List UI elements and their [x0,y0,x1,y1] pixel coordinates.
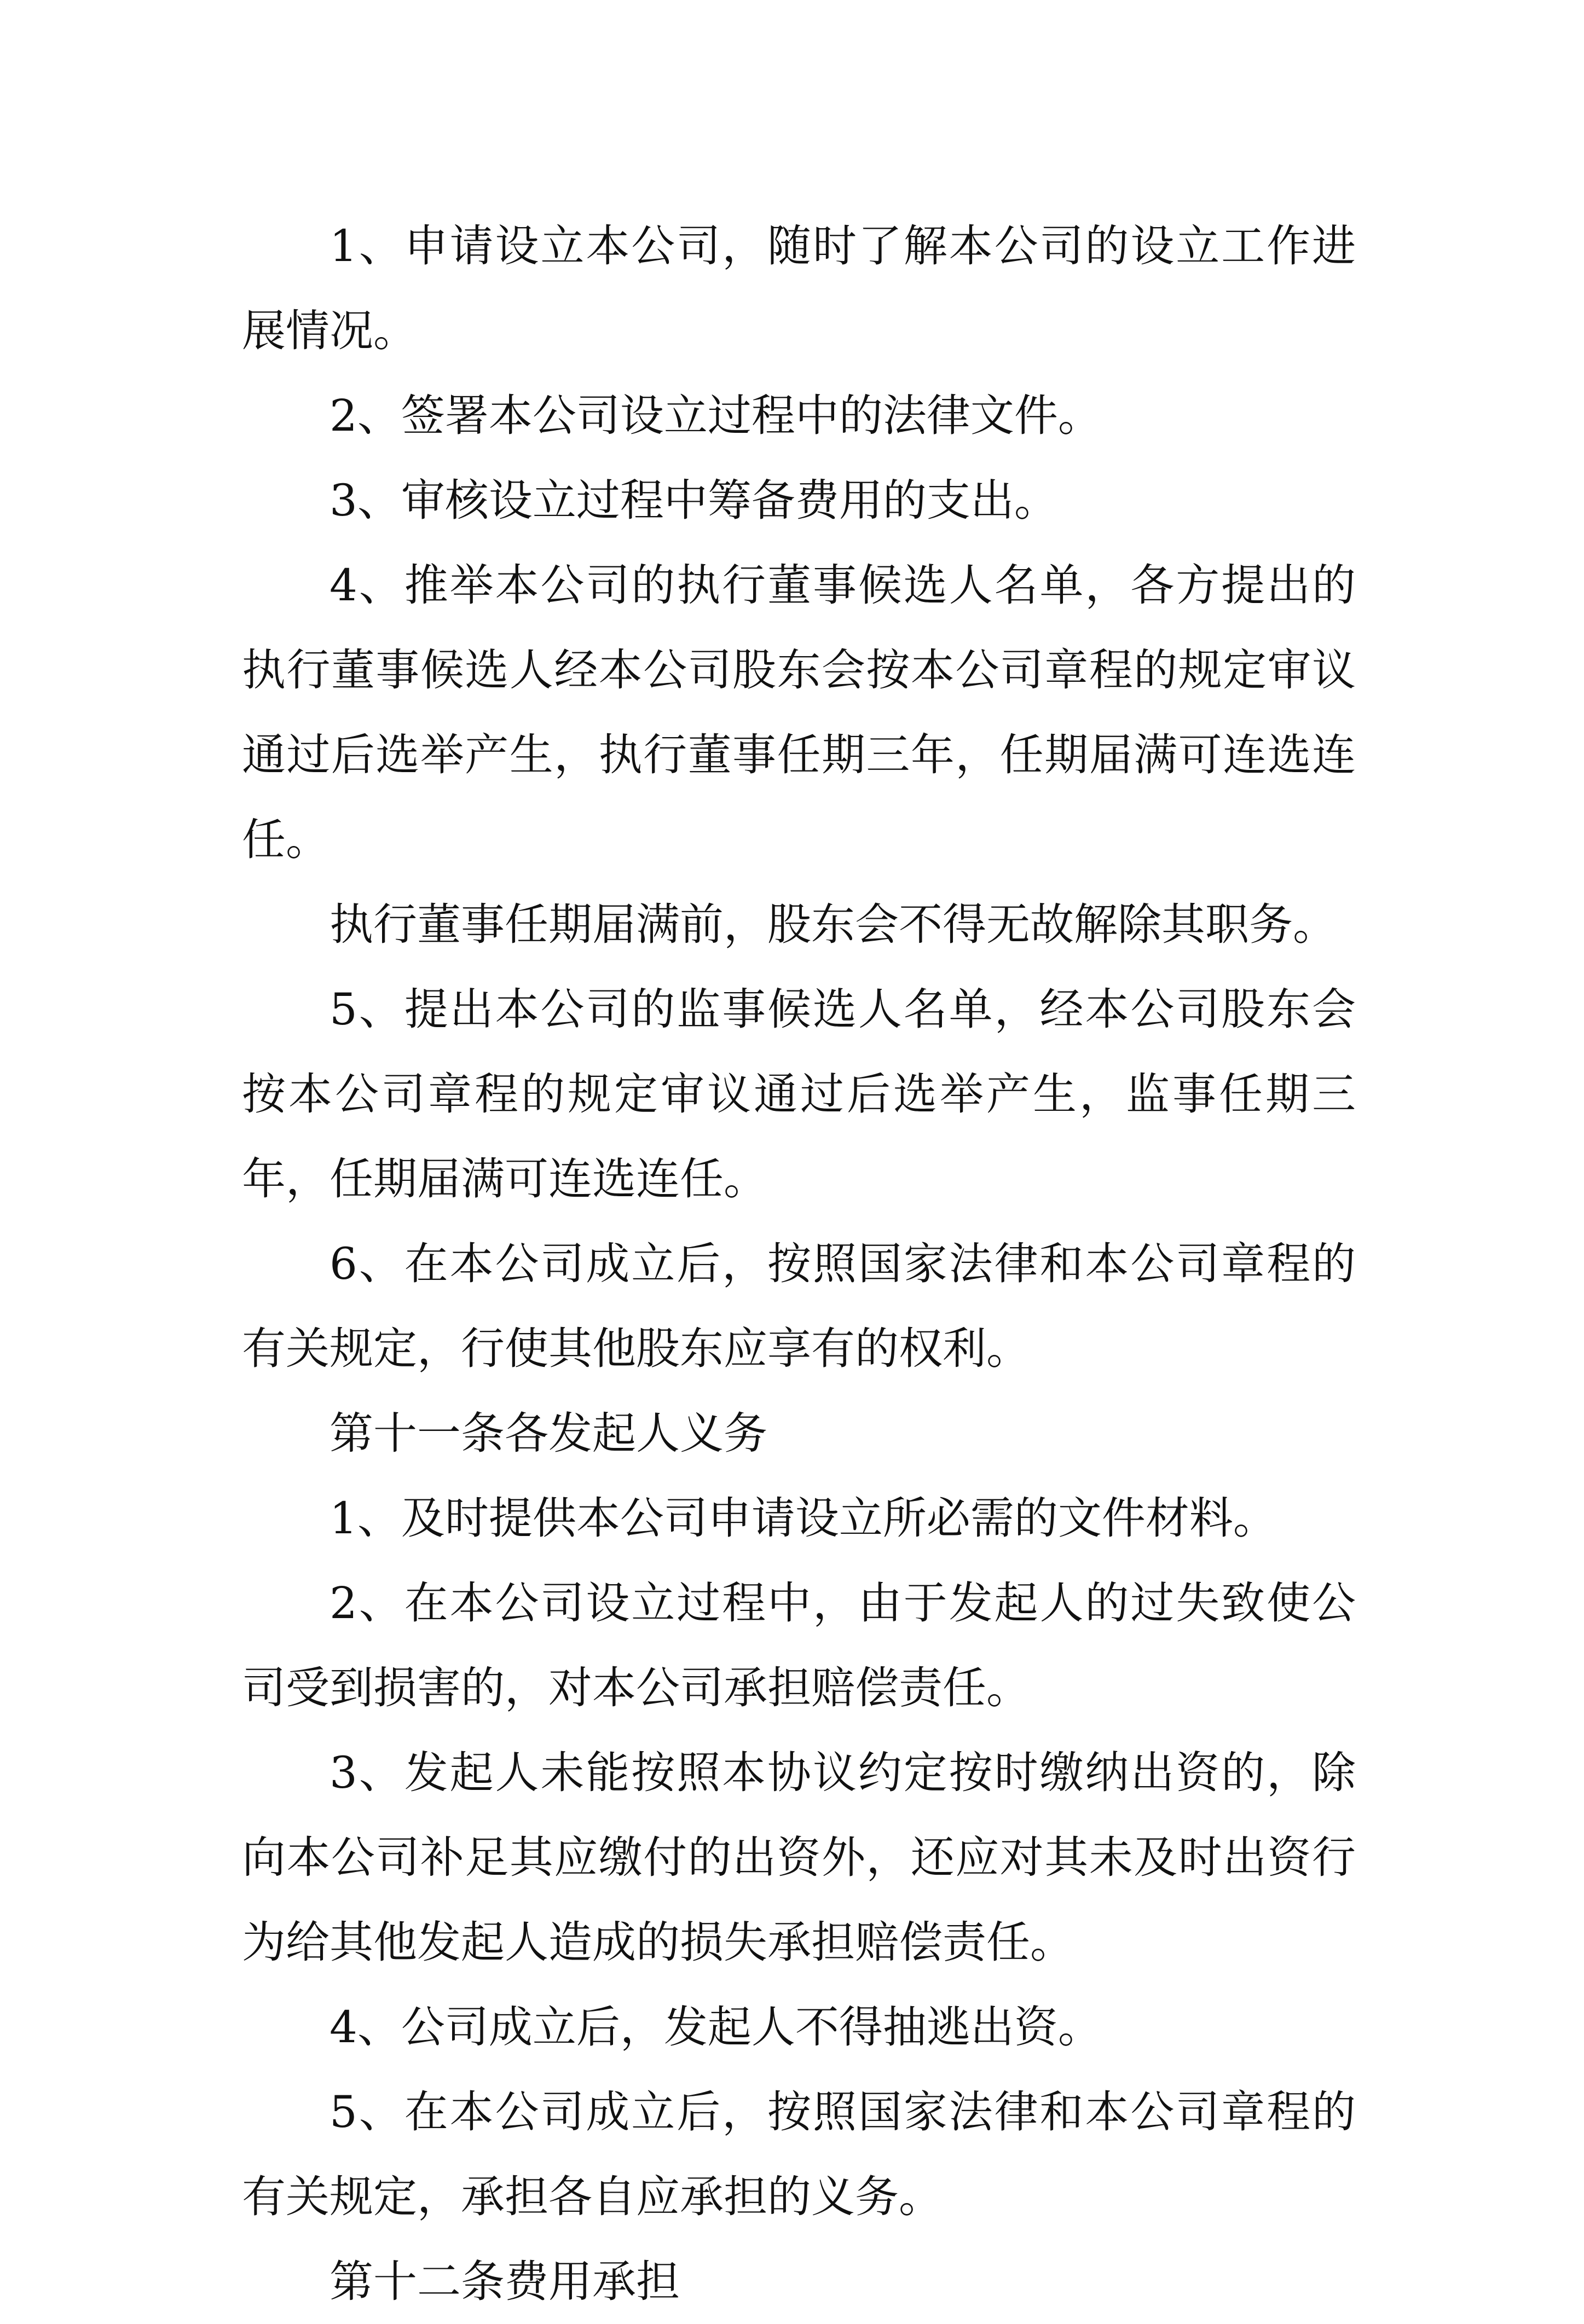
paragraph-founder-right-3: 3、审核设立过程中筹备费用的支出。 [329,475,1058,526]
paragraph-founder-right-2: 2、签署本公司设立过程中的法律文件。 [329,390,1102,441]
paragraph-founder-duty-2: 2、在本公司设立过程中，由于发起人的过失致使公司受到损害的，对本公司承担赔偿责任。 [242,1578,1356,1713]
document-body [242,204,1356,2324]
paragraph-founder-duty-1: 1、及时提供本公司申请设立所必需的文件材料。 [329,1493,1277,1544]
paragraph-director-term-note: 执行董事任期届满前，股东会不得无故解除其职务。 [329,899,1337,950]
paragraph-founder-duty-4: 4、公司成立后，发起人不得抽逃出资。 [329,2002,1102,2053]
paragraph-founder-right-5: 5、提出本公司的监事候选人名单，经本公司股东会按本公司章程的规定审议通过后选举产生，监事任期三年，任期届满可连选连任。 [242,984,1356,1204]
paragraph-founder-right-6: 6、在本公司成立后，按照国家法律和本公司章程的有关规定，行使其他股东应享有的权利。 [242,1238,1356,1374]
paragraph-founder-right-1: 1、申请设立本公司，随时了解本公司的设立工作进展情况。 [242,221,1356,356]
paragraph-founder-right-4: 4、推举本公司的执行董事候选人名单，各方提出的执行董事候选人经本公司股东会按本公司章程的规定审议通过后选举产生，执行董事任期三年，任期届满可连选连任。 [242,560,1356,865]
article-11-heading: 第十一条各发起人义务 [329,1408,767,1459]
paragraph-founder-duty-5: 5、在本公司成立后，按照国家法律和本公司章程的有关规定，承担各自应承担的义务。 [242,2087,1356,2222]
article-12-heading: 第十二条费用承担 [329,2256,680,2307]
paragraph-founder-duty-3: 3、发起人未能按照本协议约定按时缴纳出资的，除向本公司补足其应缴付的出资外，还应对其未及时出资行为给其他发起人造成的损失承担赔偿责任。 [242,1747,1356,1968]
